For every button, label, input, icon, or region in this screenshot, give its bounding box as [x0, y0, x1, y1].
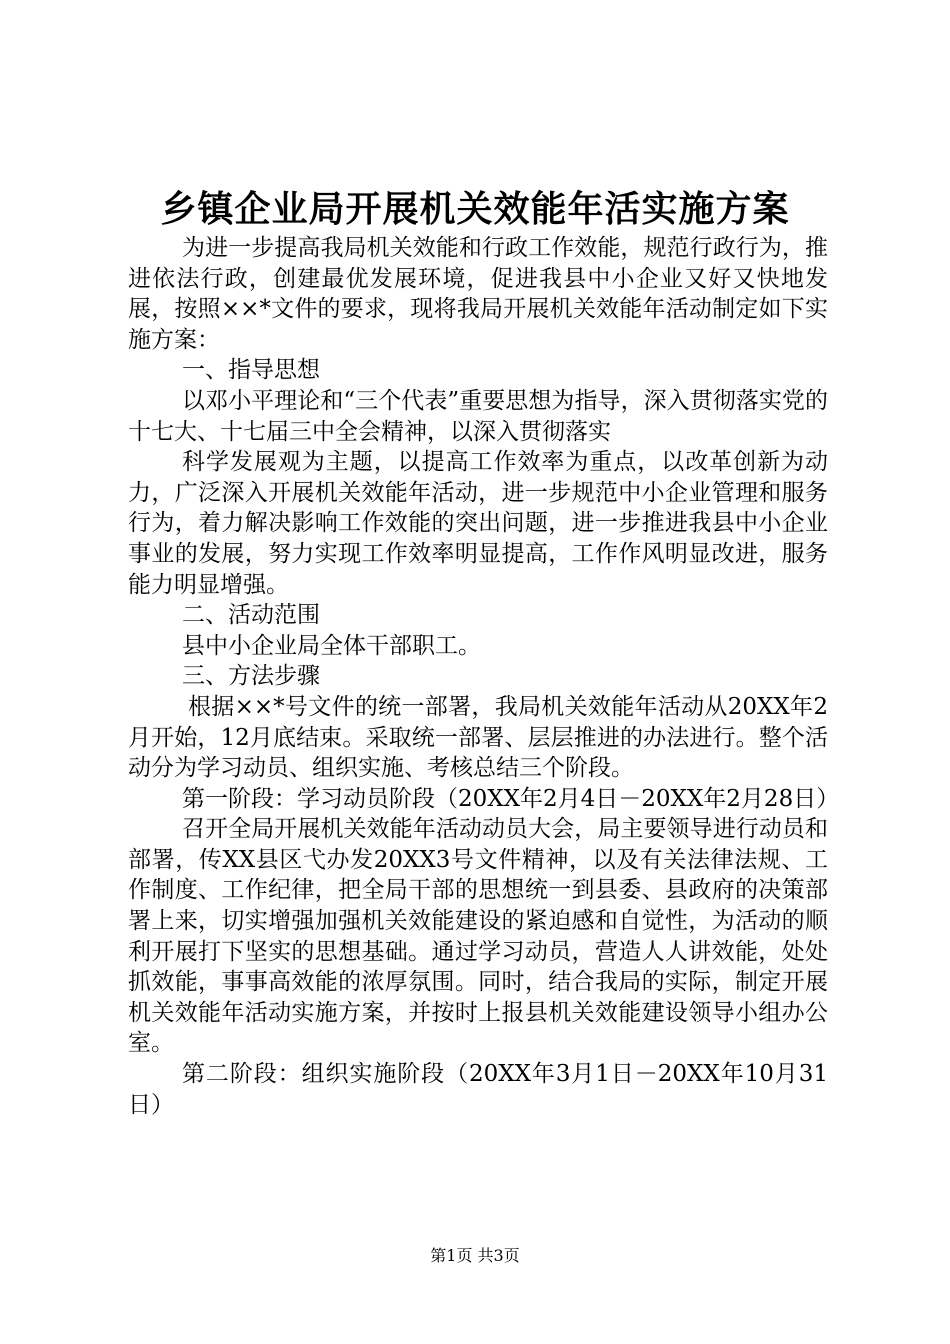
method-steps-paragraph: 根据××*号文件的统一部署，我局机关效能年活动从20XX年2月开始，12月底结束。采取统一部署、层层推进的办法进行。整个活动分为学习动员、组织实施、考核总结三个阶段。 [128, 693, 828, 782]
stage-one-heading: 第一阶段：学习动员阶段（20XX年2月4日－20XX年2月28日） [182, 785, 840, 812]
activity-scope-paragraph: 县中小企业局全体干部职工。 [182, 632, 481, 659]
section-heading-method-steps: 三、方法步骤 [182, 663, 320, 690]
guiding-thought-paragraph: 以邓小平理论和“三个代表”重要思想为指导，深入贯彻落实党的十七大、十七届三中全会精神，以深入贯彻落实 [128, 387, 828, 445]
section-heading-activity-scope: 二、活动范围 [182, 602, 320, 629]
stage-one-paragraph: 召开全局开展机关效能年活动动员大会，局主要领导进行动员和部署，传XX县区弋办发20XX3号文件精神，以及有关法律法规、工作制度、工作纪律，把全局干部的思想统一到县委、县政府的决策部署上来，切实增强加强机关效能建设的紧迫感和自觉性，为活动的顺利开展打下坚实的思想基础。通过学习动员，营造人人讲效能，处处抓效能，事事高效能的浓厚氛围。同时，结合我局的实际，制定开展机关效能年活动实施方案，并按时上报县机关效能建设领导小组办公室。 [128, 816, 828, 1057]
section-heading-guiding-thought: 一、指导思想 [182, 357, 320, 384]
document-title: 乡镇企业局开展机关效能年活实施方案 [160, 188, 790, 230]
guiding-thought-continued-paragraph: 科学发展观为主题，以提高工作效率为重点，以改革创新为动力，广泛深入开展机关效能年活动，进一步规范中小企业管理和服务行为，着力解决影响工作效能的突出问题，进一步推进我县中小企业事业的发展，努力实现工作效率明显提高，工作作风明显改进，服务能力明显增强。 [128, 449, 828, 598]
stage-two-heading: 第二阶段：组织实施阶段（20XX年3月1日－20XX年10月31日） [128, 1061, 828, 1118]
page-number-footer: 第1页 共3页 [430, 1246, 520, 1265]
intro-paragraph: 为进一步提高我局机关效能和行政工作效能，规范行政行为，推进依法行政，创建最优发展环境，促进我县中小企业又好又快地发展，按照××*文件的要求，现将我局开展机关效能年活动制定如下实施方案： [128, 235, 828, 353]
document-body [128, 233, 840, 1120]
